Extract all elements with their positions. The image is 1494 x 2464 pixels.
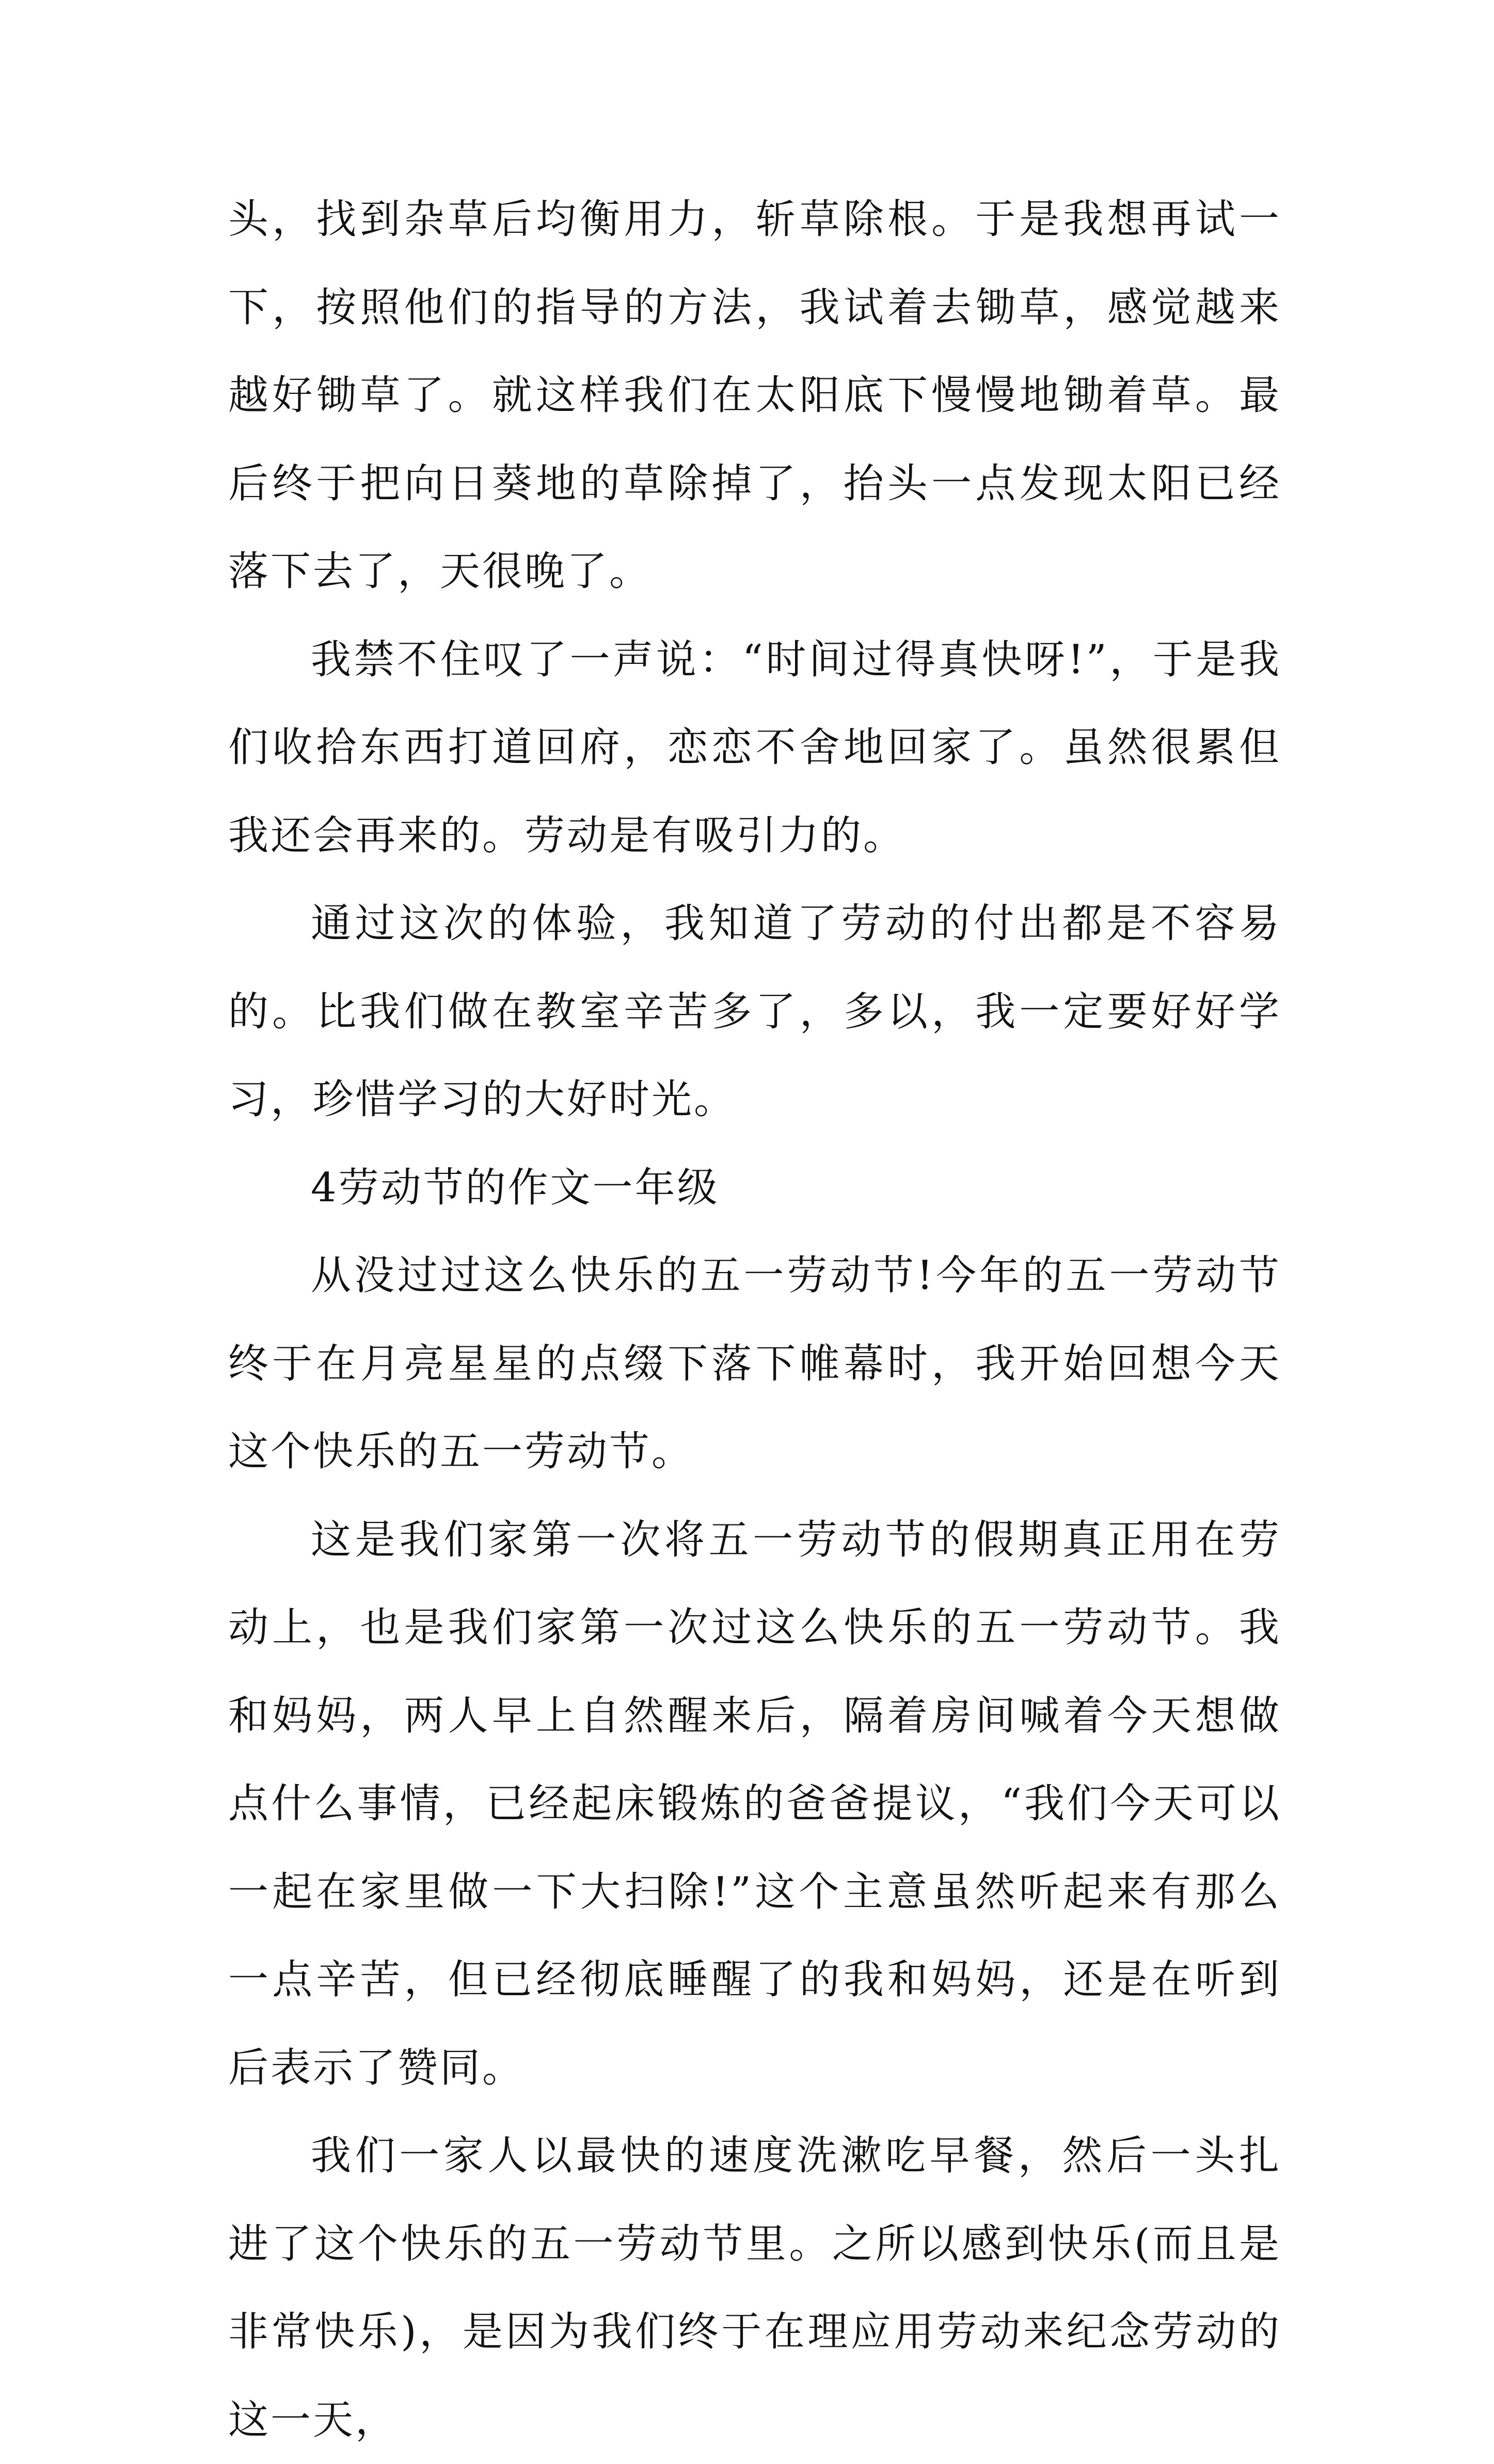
paragraph: 头，找到杂草后均衡用力，斩草除根。于是我想再试一下，按照他们的指导的方法，我试着去锄草，感觉越来越好锄草了。就这样我们在太阳底下慢慢地锄着草。最后终于把向日葵地的草除掉了，抬头一点发现太阳已经落下去了，天很晚了。 — [228, 196, 1281, 595]
document-body — [228, 176, 1281, 2464]
paragraph: 从没过过这么快乐的五一劳动节!今年的五一劳动节终于在月亮星星的点缀下落下帷幕时，我开始回想今天这个快乐的五一劳动节。 — [228, 1252, 1281, 1475]
paragraph: 我们一家人以最快的速度洗漱吃早餐，然后一头扎进了这个快乐的五一劳动节里。之所以感到快乐(而且是非常快乐)，是因为我们终于在理应用劳动来纪念劳动的这一天， — [228, 2133, 1281, 2443]
paragraph: 通过这次的体验，我知道了劳动的付出都是不容易的。比我们做在教室辛苦多了，多以，我一定要好好学习，珍惜学习的大好时光。 — [228, 900, 1281, 1123]
section-heading: 4劳动节的作文一年级 — [311, 1164, 720, 1211]
paragraph: 我禁不住叹了一声说：“时间过得真快呀!”，于是我们收拾东西打道回府，恋恋不舍地回家了。虽然很累但我还会再来的。劳动是有吸引力的。 — [228, 636, 1281, 859]
paragraph: 这是我们家第一次将五一劳动节的假期真正用在劳动上，也是我们家第一次过这么快乐的五一劳动节。我和妈妈，两人早上自然醒来后，隔着房间喊着今天想做点什么事情，已经起床锻炼的爸爸提议，“我们今天可以一起在家里做一下大扫除!”这个主意虽然听起来有那么一点辛苦，但已经彻底睡醒了的我和妈妈，还是在听到后表示了赞同。 — [228, 1516, 1281, 2091]
